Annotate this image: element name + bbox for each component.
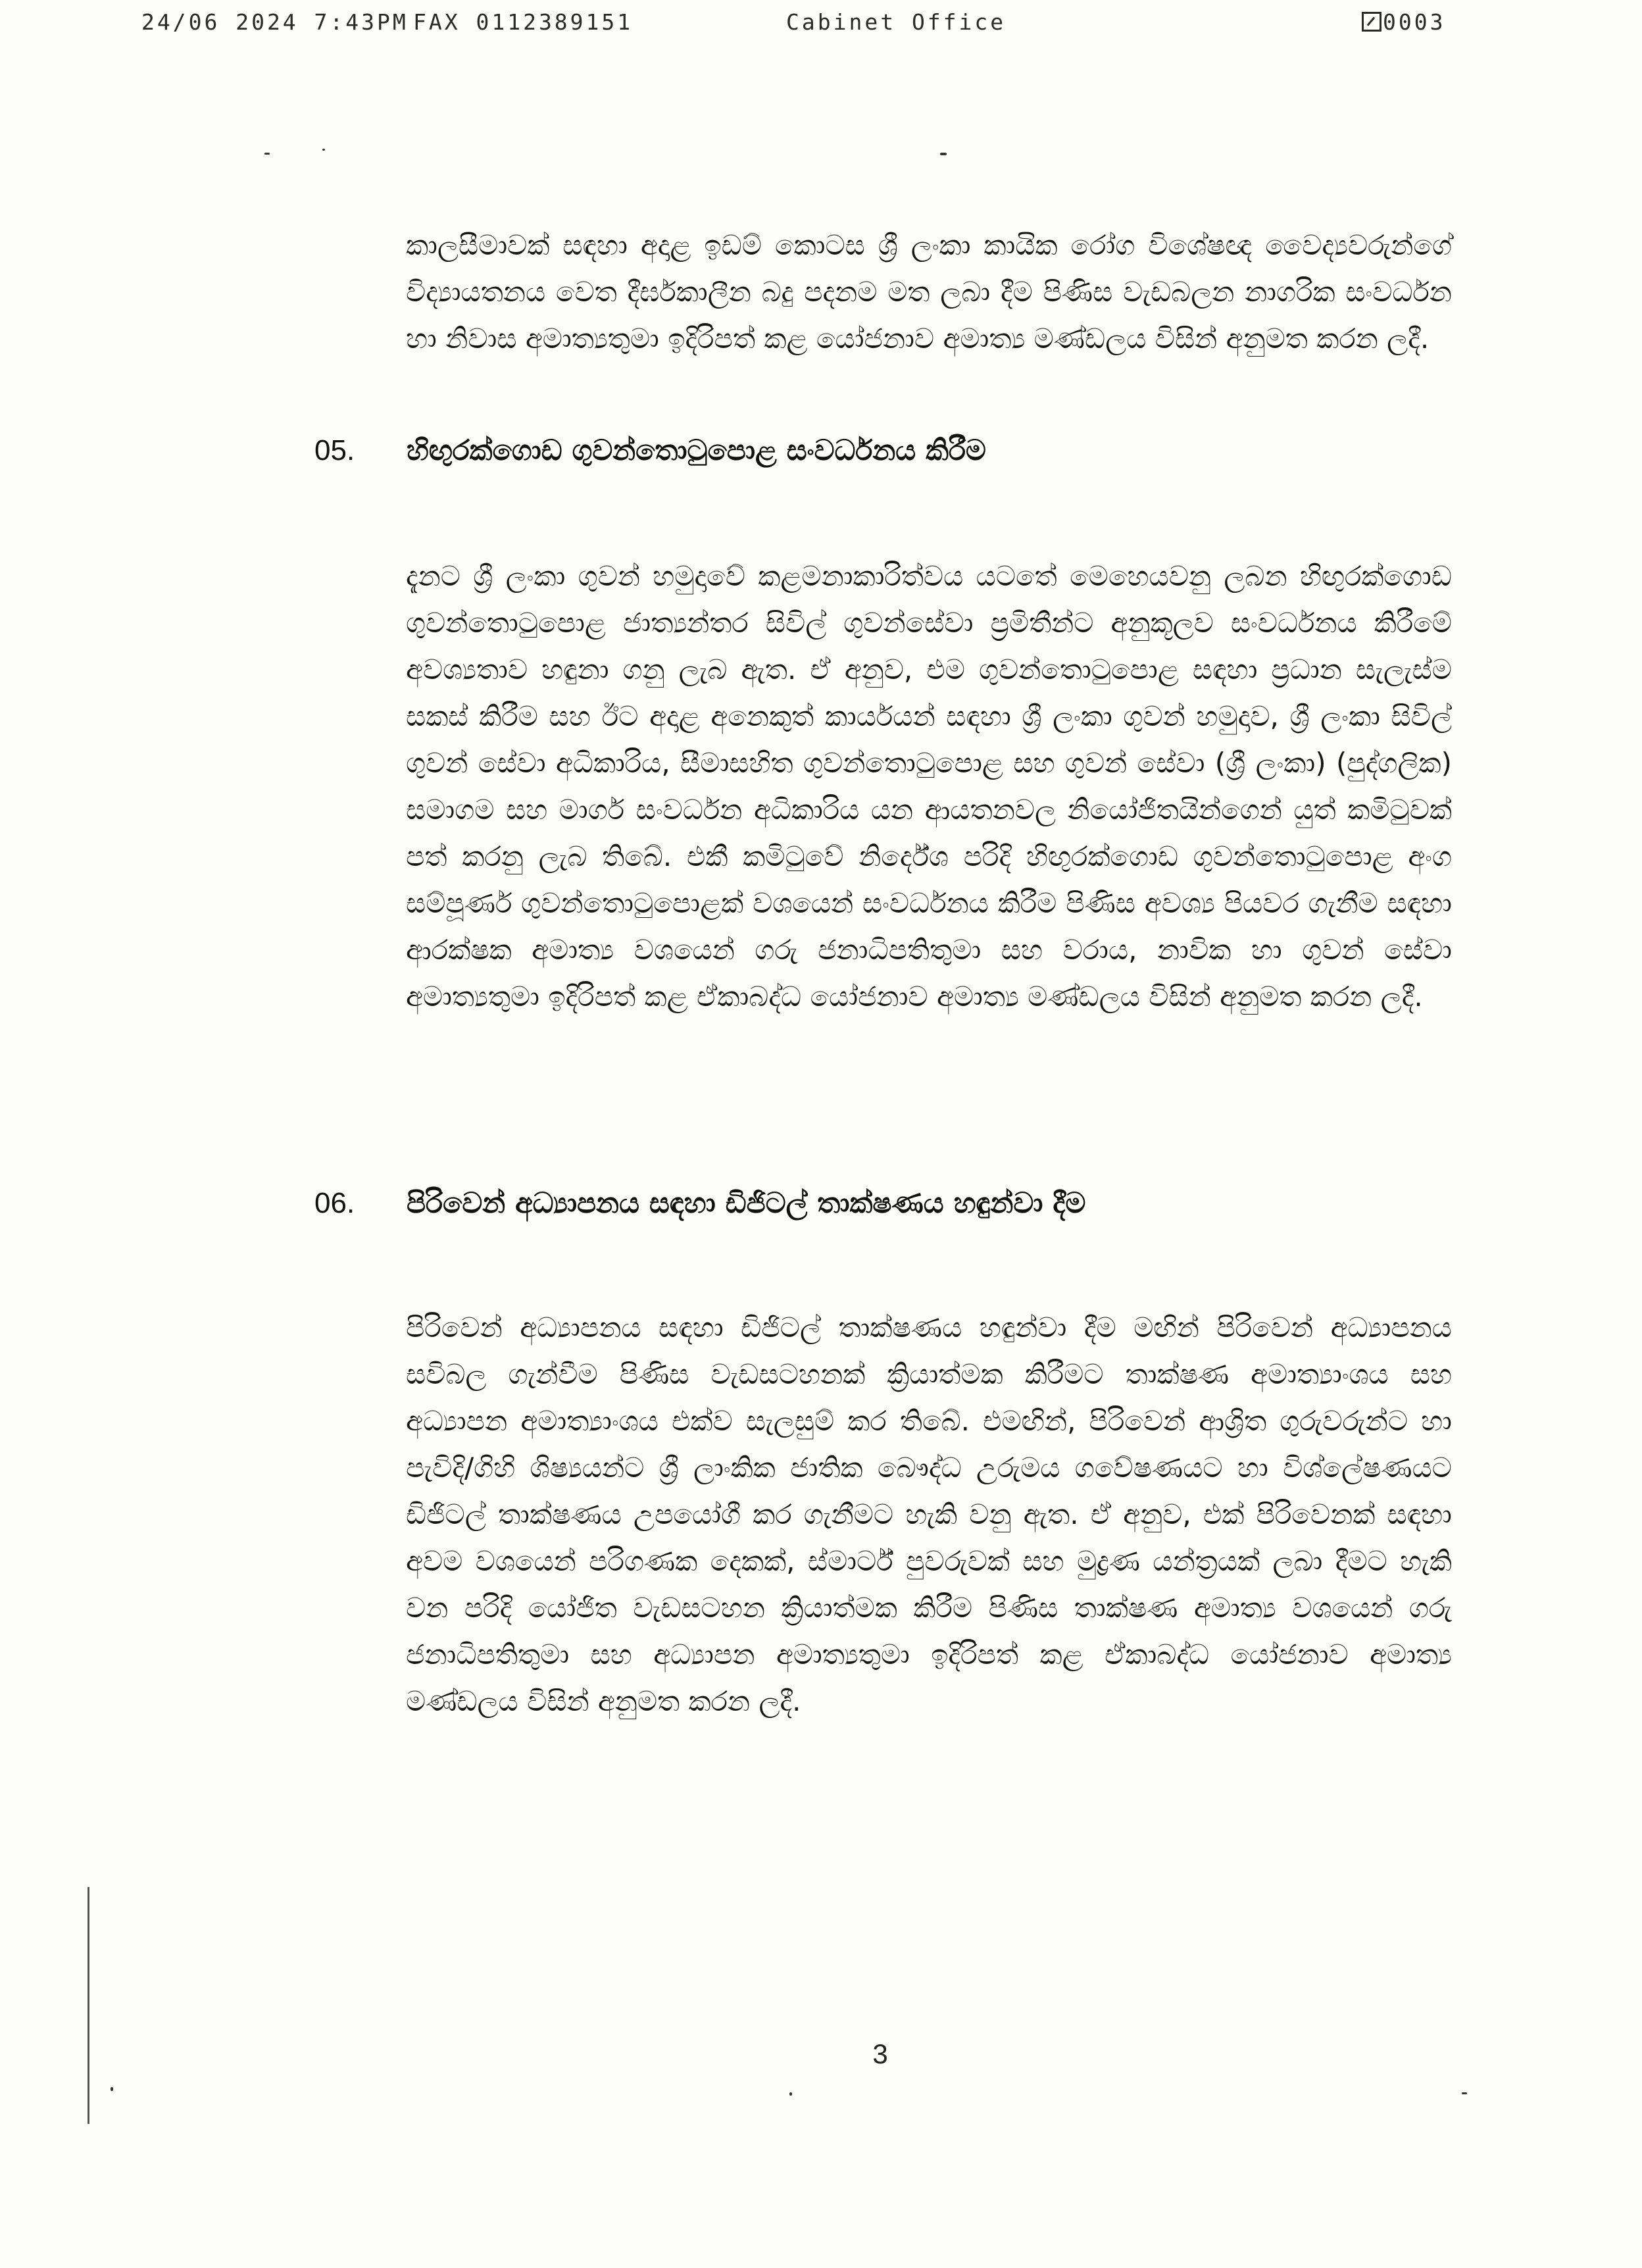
scan-margin-line [87, 1887, 89, 2124]
item-05-title: හිඟුරක්ගොඩ ගුවන්තොටුපොළ සංවර්ධනය කිරීම [407, 434, 986, 467]
item-06-number: 06. [314, 1187, 355, 1219]
fax-datetime: 24/06 2024 7:43PM [141, 9, 409, 35]
fax-number: FAX 0112389151 [413, 9, 634, 35]
fax-header [0, 9, 1642, 41]
item-05-number: 05. [314, 434, 355, 466]
fax-page-code [1362, 9, 1446, 35]
fax-page-code-text: 0003 [1383, 9, 1446, 35]
scan-speck [789, 2092, 792, 2096]
item-06-heading [314, 1187, 1472, 1226]
item-05-body: දැනට ශ්‍රී ලංකා ගුවන් හමුදාවේ කළමනාකාරිත්වය යටතේ මෙහෙයවනු ලබන හිඟුරක්ගොඩ ගුවන්තොටුපොළ ජාත්‍යන්තර සිවිල් ගුවන්සේවා ප්‍රමිතීන්ට අනුකූලව සංවර්ධනය කිරීමේ අවශ්‍යතාව හඳුනා ගනු ලැබ ඇත. ඒ අනුව, එම ගුවන්තොටුපොළ සඳහා ප්‍රධාන සැලැස්ම සකස් කිරීම සහ ඊට අදාළ අනෙකුත් කාර්යයන් සඳහා ශ්‍රී ලංකා ගුවන් හමුදාව, ශ්‍රී ලංකා සිවිල් ගුවන් සේවා අධිකාරිය, සීමාසහිත ගුවන්තොටුපොළ සහ ගුවන් සේවා (ශ්‍රී ලංකා) (පුද්ගලික) සමාගම සහ මාර්ග සංවර්ධන අධිකාරිය යන ආයතනවල නියෝජිතයින්ගෙන් යුත් කමිටුවක් පත් කරනු ලැබ තිබේ. එකී කමිටුවේ නිර්දේශ පරිදි හිඟුරක්ගොඩ ගුවන්තොටුපොළ අංග සම්පූර්ණ ගුවන්තොටුපොළක් වශයෙන් සංවර්ධනය කිරීම පිණිස අවශ්‍ය පියවර ගැනීම සඳහා ආරක්ෂක අමාත්‍ය වශයෙන් ගරු ජනාධිපතිතුමා සහ වරාය, නාවික හා ගුවන් සේවා අමාත්‍යතුමා ඉදිරිපත් කළ ඒකාබද්ධ යෝජනාව අමාත්‍ය මණ්ඩලය විසින් අනුමත කරන ලදී. [406, 560, 1452, 1013]
scan-speck [1462, 2092, 1467, 2094]
scan-speck [264, 153, 270, 155]
checkbox-icon [1362, 12, 1381, 32]
fax-office: Cabinet Office [786, 9, 1007, 35]
item-05-heading [314, 434, 1472, 474]
page-number: 3 [872, 2038, 888, 2069]
scan-speck [322, 149, 325, 151]
scan-speck [111, 2087, 113, 2091]
item-06-title: පිරිවෙන් අධ්‍යාපනය සඳහා ඩිජිටල් තාක්ෂණය හඳුන්වා දීම [407, 1187, 1086, 1220]
item-06-body: පිරිවෙන් අධ්‍යාපනය සඳහා ඩිජිටල් තාක්ෂණය හඳුන්වා දීම මඟින් පිරිවෙන් අධ්‍යාපනය සවිබල ගැන්වීම පිණිස වැඩසටහනක් ක්‍රියාත්මක කිරීමට තාක්ෂණ අමාත්‍යාංශය සහ අධ්‍යාපන අමාත්‍යාංශය එක්ව සැලසුම් කර තිබේ. එමඟින්, පිරිවෙන් ආශ්‍රිත ගුරුවරුන්ට හා පැවිදි/ගිහි ශිෂ්‍යයන්ට ශ්‍රී ලාංකික ජාතික බෞද්ධ උරුමය ගවේෂණයට හා විශ්ලේෂණයට ඩිජිටල් තාක්ෂණය උපයෝගී කර ගැනීමට හැකි වනු ඇත. ඒ අනුව, එක් පිරිවෙනක් සඳහා අවම වශයෙන් පරිගණක දෙකක්, ස්මාර්ට් පුවරුවක් සහ මුද්‍රණ යන්ත්‍රයක් ලබා දීමට හැකි වන පරිදි යෝජිත වැඩසටහන ක්‍රියාත්මක කිරීම පිණිස තාක්ෂණ අමාත්‍ය වශයෙන් ගරු ජනාධිපතිතුමා සහ අධ්‍යාපන අමාත්‍යතුමා ඉදිරිපත් කළ ඒකාබද්ධ යෝජනාව අමාත්‍ය මණ්ඩලය විසින් අනුමත කරන ලදී. [406, 1311, 1452, 1717]
scan-speck [940, 153, 947, 155]
intro-paragraph: කාලසීමාවක් සඳහා අදාළ ඉඩම් කොටස ශ්‍රී ලංකා කායික රෝග විශේෂඥ වෛද්‍යවරුන්ගේ විද්‍යායතනය වෙත දීර්ඝකාලීන බදු පදනම මත ලබා දීම පිණිස වැඩබලන නාගරික සංවර්ධන හා නිවාස අමාත්‍යතුමා ඉදිරිපත් කළ යෝජනාව අමාත්‍ය මණ්ඩලය විසින් අනුමත කරන ලදී. [406, 229, 1452, 355]
